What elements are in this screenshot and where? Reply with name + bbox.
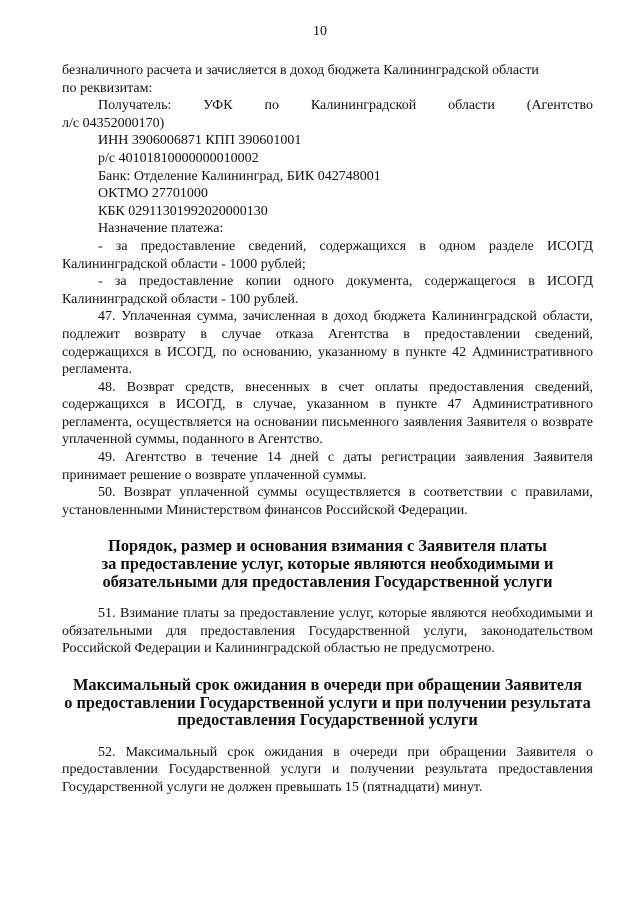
paragraph-51: 51. Взимание платы за предоставление услуг, которые являются необходимыми и обязательными для предоставления Государственной услуги, законодательством Российской Федерации и Калининградской областью не предусмотрено. (62, 606, 593, 657)
heading-line: за предоставление услуг, которые являются необходимыми и (101, 554, 554, 574)
heading-line: обязательными для предоставления Государственной услуги (102, 571, 553, 591)
recipient-word: Калининградской (310, 98, 417, 114)
heading-line: Максимальный срок ожидания в очереди при обращении Заявителя (72, 675, 583, 694)
paragraph-52: 52. Максимальный срок ожидания в очереди при обращении Заявителя о предоставлении Государственной услуги и получении результата предоставления Государственной услуги не должен превышать 15 (пятнадцати) минут. (62, 744, 593, 795)
document-body (62, 62, 593, 797)
detail-oktmo: ОКТМО 27701000 (98, 186, 208, 202)
recipient-word: Получатель: (98, 98, 172, 114)
intro-line-1: безналичного расчета и зачисляется в доход бюджета Калининградской области (62, 63, 539, 78)
heading-line: предоставления Государственной услуги (177, 710, 478, 730)
section-heading-queue (62, 676, 593, 729)
recipient-word: (Агентство (526, 98, 593, 114)
heading-line: Порядок, размер и основания взимания с Заявителя платы (108, 536, 547, 556)
paragraph-47: 47. Уплаченная сумма, зачисленная в доход бюджета Калининградской области, подлежит возврату в случае отказа Агентства в предоставлении сведений, содержащихся в ИСОГД, по основанию, указанному в пункте 42 Административного регламента. (62, 309, 593, 378)
detail-purpose-label: Назначение платежа: (98, 221, 224, 237)
recipient-word: УФК (203, 98, 233, 114)
section-heading-fees (62, 537, 593, 590)
page-number: 10 (313, 24, 327, 39)
paragraph-49: 49. Агентство в течение 14 дней с даты регистрации заявления Заявителя принимает решение о возврате уплаченной суммы. (62, 450, 593, 483)
detail-bank: Банк: Отделение Калининград, БИК 042748001 (98, 168, 381, 184)
intro-line-2: по реквизитам: (62, 80, 153, 96)
recipient-account: л/с 04352000170) (62, 115, 165, 131)
recipient-line (62, 97, 593, 115)
paragraph-48: 48. Возврат средств, внесенных в счет оплаты предоставления сведений, содержащихся в ИСОГД, в случае, указанном в пункте 47 Административного регламента, осуществляется на основании письменного заявления Заявителя о возврате уплаченной суммы, поданного в Агентство. (62, 379, 593, 448)
purpose-item-2: - за предоставление копии одного документа, содержащегося в ИСОГД Калининградской области - 100 рублей. (62, 274, 593, 307)
detail-account: р/с 40101810000000010002 (98, 150, 259, 166)
paragraph-50: 50. Возврат уплаченной суммы осуществляется в соответствии с правилами, установленными Министерством финансов Российской Федерации. (62, 485, 593, 518)
recipient-word: области (448, 98, 495, 114)
detail-inn: ИНН 3906006871 КПП 390601001 (98, 133, 302, 149)
detail-kbk: КБК 02911301992020000130 (98, 203, 268, 219)
recipient-word: по (264, 98, 279, 114)
purpose-item-1: - за предоставление сведений, содержащихся в одном разделе ИСОГД Калининградской области - 1000 рублей; (62, 238, 593, 272)
heading-line: о предоставлении Государственной услуги и при получении результата (64, 692, 591, 712)
